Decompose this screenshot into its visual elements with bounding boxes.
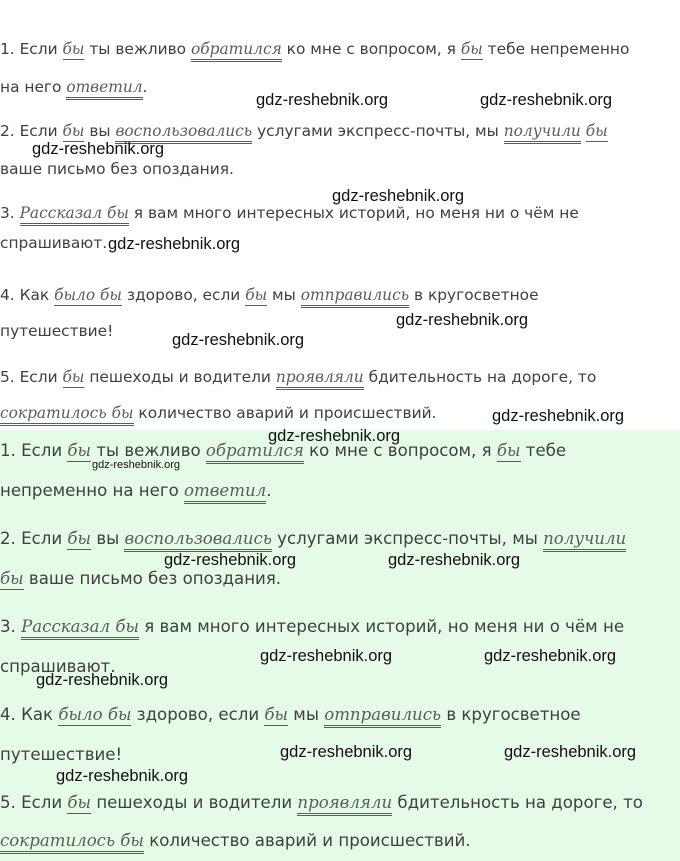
sentence-text: тебе непременно <box>482 40 630 58</box>
sentence-text: мы <box>267 286 301 304</box>
watermark: gdz-reshebnik.org <box>480 91 613 109</box>
sentence-text: . <box>266 481 272 500</box>
predicate-verb: проявляли <box>297 793 392 816</box>
sentence-line <box>0 204 579 222</box>
sentence-text: ты вежливо <box>84 40 191 58</box>
sentence-text: я вам много интересных историй, но меня ни о чём не <box>138 617 625 636</box>
sentence-text: я вам много интересных историй, но меня ни о чём не <box>128 204 579 222</box>
subject-particle: бы <box>585 122 608 140</box>
sentence-text: 3. <box>0 617 22 636</box>
sentence-text: 3. <box>0 204 20 222</box>
predicate-verb: Рассказал бы <box>20 204 129 226</box>
subject-particle: бы <box>496 441 521 460</box>
sentence-text: 4. Как <box>0 705 59 724</box>
sentence-line <box>0 529 626 548</box>
predicate-verb: воспользовались <box>115 122 252 144</box>
sentence-text: ко мне с вопросом, я <box>303 441 497 460</box>
sentence-text: непременно на него <box>0 481 184 500</box>
sentence-text: на него <box>0 78 67 96</box>
sentence-text: ты вежливо <box>91 441 206 460</box>
sentence-text: ваше письмо без опоздания. <box>23 569 282 588</box>
sentence-text: услугами экспресс-почты, мы <box>271 529 544 548</box>
watermark: gdz-reshebnik.org <box>332 187 465 205</box>
predicate-verb: отправились <box>324 705 441 728</box>
watermark: gdz-reshebnik.org <box>256 91 389 109</box>
watermark: gdz-reshebnik.org <box>164 551 297 569</box>
sentence-line <box>0 78 147 96</box>
watermark: gdz-reshebnik.org <box>388 551 521 569</box>
predicate-verb: проявляли <box>276 368 364 390</box>
watermark: gdz-reshebnik.org <box>32 140 165 158</box>
predicate-verb: воспользовались <box>124 529 271 552</box>
sentence-text: тебе <box>520 441 567 460</box>
sentence-text: 2. Если <box>0 529 68 548</box>
sentence-text: . <box>142 78 148 96</box>
sentence-text: услугами экспресс-почты, мы <box>252 122 504 140</box>
sentence-line <box>0 404 436 422</box>
sentence-text: 5. Если <box>0 793 68 812</box>
sentence-line <box>0 122 608 140</box>
sentence-text: спрашивают. <box>0 234 108 252</box>
sentence-text: в кругосветное <box>441 705 581 724</box>
watermark: gdz-reshebnik.org <box>504 743 637 761</box>
watermark: gdz-reshebnik.org <box>492 407 625 425</box>
subject-particle: бы <box>264 705 289 724</box>
subject-particle: было бы <box>58 705 132 724</box>
sentence-line <box>0 322 113 340</box>
subject-particle: бы <box>67 793 92 812</box>
watermark: gdz-reshebnik.org <box>108 235 241 253</box>
subject-particle: было бы <box>54 286 122 304</box>
sentence-text: пешеходы и водители <box>91 793 298 812</box>
sentence-text: спрашивают. <box>0 657 116 676</box>
sentence-text: пешеходы и водители <box>84 368 276 386</box>
sentence-line <box>0 481 271 500</box>
predicate-verb: ответил <box>184 481 266 504</box>
subject-particle: бы <box>245 286 268 304</box>
sentence-line <box>0 286 539 304</box>
predicate-verb: получили <box>504 122 581 144</box>
sentence-line <box>0 705 581 724</box>
predicate-verb: сократилось бы <box>0 831 144 854</box>
sentence-text: здорово, если <box>121 286 246 304</box>
sentence-line <box>0 617 624 636</box>
sentence-text: 5. Если <box>0 368 63 386</box>
sentence-text: вы <box>91 529 125 548</box>
predicate-verb: обратился <box>191 40 282 62</box>
sentence-line <box>0 569 281 588</box>
watermark: gdz-reshebnik.org <box>396 311 529 329</box>
subject-particle: бы <box>67 529 92 548</box>
subject-particle: бы <box>0 569 24 588</box>
watermark: gdz-reshebnik.org <box>268 427 401 445</box>
exercise-answer-highlighted <box>0 430 680 861</box>
watermark: gdz-reshebnik.org <box>280 743 413 761</box>
subject-particle: бы <box>62 40 85 58</box>
sentence-line <box>0 368 596 386</box>
subject-particle: бы <box>62 368 85 386</box>
subject-particle: бы <box>67 441 92 460</box>
predicate-verb: обратился <box>206 441 304 464</box>
watermark: gdz-reshebnik.org <box>172 331 305 349</box>
predicate-verb: получили <box>543 529 626 552</box>
sentence-text: в кругосветное <box>409 286 539 304</box>
watermark: gdz-reshebnik.org <box>484 647 617 665</box>
predicate-verb: Рассказал бы <box>21 617 139 640</box>
sentence-text: ваше письмо без опоздания. <box>0 160 234 178</box>
sentence-text: путешествие! <box>0 322 114 340</box>
sentence-text <box>581 122 586 140</box>
predicate-verb: отправились <box>301 286 409 308</box>
sentence-text: количество аварий и происшествий. <box>143 831 471 850</box>
sentence-text: путешествие! <box>0 745 123 764</box>
subject-particle: бы <box>460 40 483 58</box>
sentence-text: 1. Если <box>0 40 63 58</box>
watermark: gdz-reshebnik.org <box>92 459 181 471</box>
sentence-text: 2. Если <box>0 122 63 140</box>
sentence-text: здорово, если <box>131 705 265 724</box>
sentence-text: 4. Как <box>0 286 55 304</box>
sentence-text: количество аварий и происшествий. <box>133 404 437 422</box>
sentence-line <box>0 745 122 764</box>
predicate-verb: ответил <box>66 78 142 100</box>
sentence-text: мы <box>288 705 325 724</box>
sentence-text: бдительность на дороге, то <box>363 368 597 386</box>
sentence-line <box>0 40 629 58</box>
watermark: gdz-reshebnik.org <box>56 767 189 785</box>
predicate-verb: сократилось бы <box>0 404 134 426</box>
exercise-answer-original <box>0 0 680 430</box>
sentence-line <box>0 160 234 178</box>
sentence-text: бдительность на дороге, то <box>392 793 643 812</box>
watermark: gdz-reshebnik.org <box>260 647 393 665</box>
sentence-text: вы <box>84 122 116 140</box>
sentence-text: ко мне с вопросом, я <box>281 40 461 58</box>
sentence-line <box>0 831 471 850</box>
watermark: gdz-reshebnik.org <box>36 671 169 689</box>
subject-particle: бы <box>62 122 85 140</box>
sentence-text: 1. Если <box>0 441 68 460</box>
sentence-line <box>0 793 643 812</box>
sentence-line <box>0 234 107 252</box>
